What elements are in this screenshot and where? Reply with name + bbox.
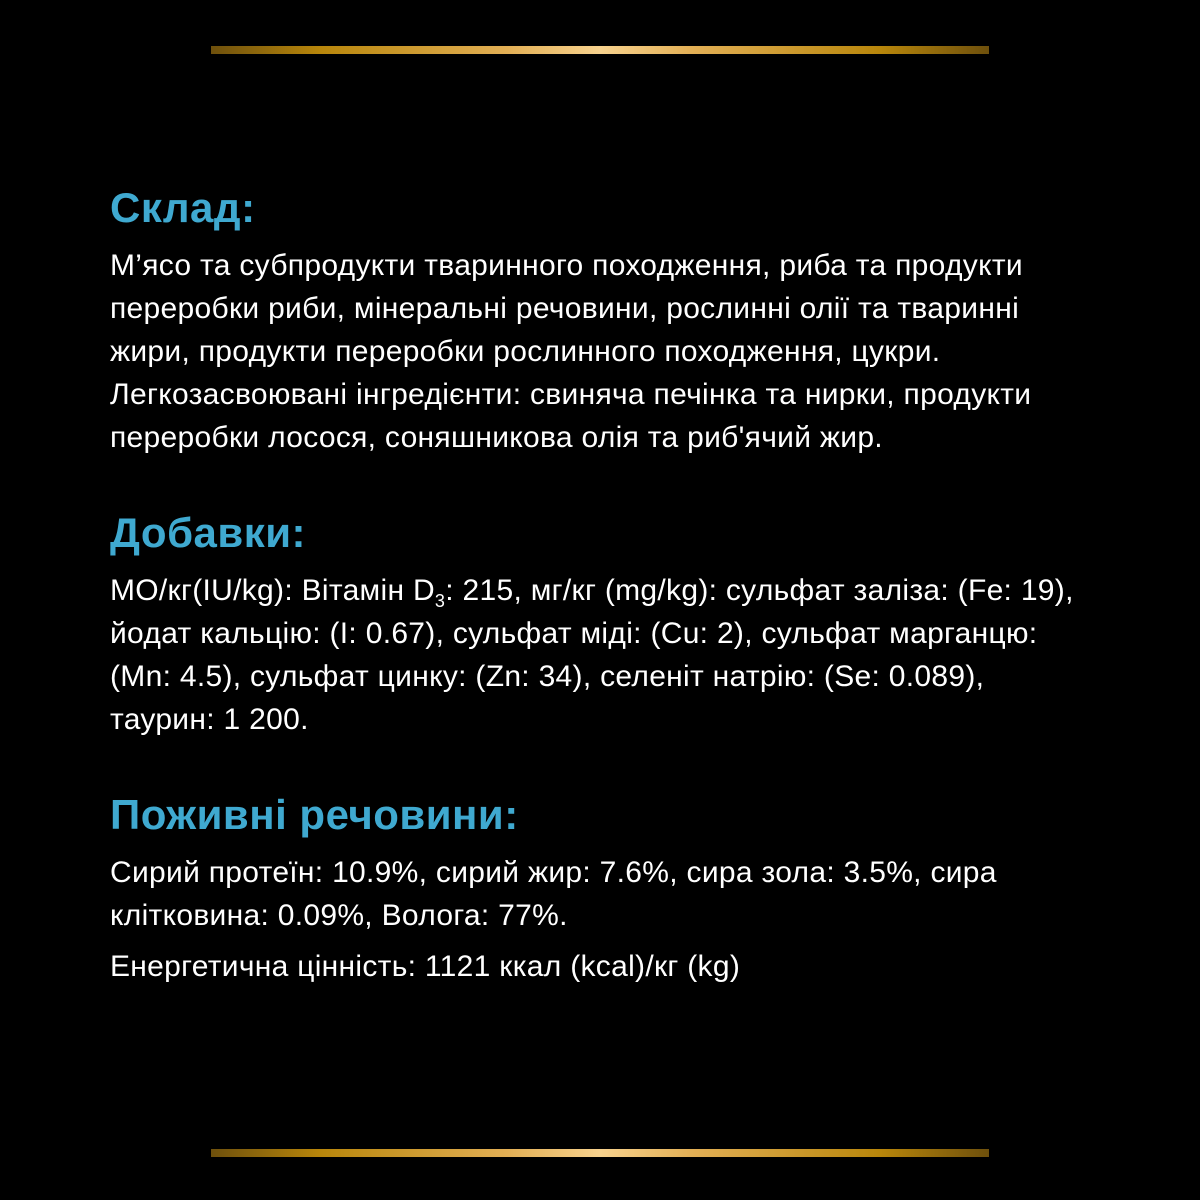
energy-value-text: Енергетична цінність: 1121 ккал (kcal)/кг (kg) (110, 950, 741, 983)
additives-text-after-subscript: : 215, мг/кг (mg/kg): сульфат заліза: (Fe: 19), йодат кальцію: (I: 0.67), сульфат міді: (Cu: 2), сульфат марганцю: (Mn: 4.5), сульфат цинку: (Zn: 34), селеніт натрію: (Se: 0.089), таурин: 1 200. (110, 574, 1074, 736)
top-gold-divider (211, 46, 989, 54)
label-content (110, 184, 1085, 988)
composition-heading: Склад: (110, 184, 256, 231)
additives-text-before-subscript: МО/кг(IU/kg): Вітамін D (110, 574, 435, 607)
vitamin-d3-subscript: 3 (434, 591, 446, 611)
nutrients-heading: Поживні речовини: (110, 791, 519, 838)
nutrients-analysis-text: Сирий протеїн: 10.9%, сирий жир: 7.6%, сира зола: 3.5%, сира клітковина: 0.09%, Волога: 77%. (110, 856, 997, 932)
bottom-gold-divider (211, 1149, 989, 1157)
composition-paragraph-2: Легкозасвоювані інгредієнти: свиняча печінка та нирки, продукти переробки лосося, соняшникова олія та риб'ячий жир. (110, 378, 1032, 454)
composition-paragraph-1: М’ясо та субпродукти тваринного походження, риба та продукти переробки риби, мінеральні речовини, рослинні олії та тваринні жири, продукти переробки рослинного походження, цукри. (110, 249, 1023, 368)
section-nutrients (110, 791, 1085, 988)
section-additives (110, 509, 1085, 741)
additives-heading: Добавки: (110, 509, 307, 556)
section-composition (110, 184, 1085, 459)
additives-text (110, 569, 1085, 741)
